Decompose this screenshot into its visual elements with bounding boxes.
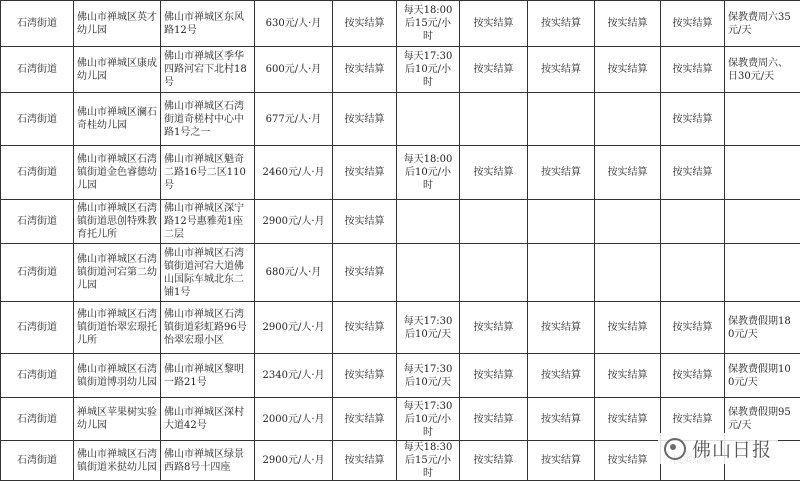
cell-kindergarten-name: 禅城区苹果树实验幼儿园 [74,398,161,441]
cell-address: 佛山市禅城区东风路12号 [161,1,255,47]
watermark [658,433,778,464]
cell-note [725,200,800,244]
cell-address: 佛山市禅城区魁奇二路16号二区110号 [161,146,255,200]
cell-fee-col8: 按实结算 [528,302,595,354]
cell-fee-col10: 按实结算 [661,398,725,441]
cell-fee-col9 [595,244,661,302]
cell-fee-col9: 按实结算 [595,302,661,354]
cell-fee-col7 [460,200,528,244]
cell-district: 石湾街道 [1,302,74,354]
cell-meal-fee: 按实结算 [333,146,397,200]
cell-note: 保教费假期95元/天 [725,398,800,441]
cell-kindergarten-name: 佛山市禅城区英才幼儿园 [74,1,161,47]
cell-fee-col10: 按实结算 [661,1,725,47]
cell-fee-col9: 按实结算 [595,441,661,481]
cell-district: 石湾街道 [1,146,74,200]
cell-fee-col7: 按实结算 [460,302,528,354]
wechat-logo-icon [664,438,686,460]
cell-fee-col10: 按实结算 [661,93,725,146]
cell-fee-col8: 按实结算 [528,146,595,200]
table-row [1,200,800,244]
cell-fee-col10 [661,200,725,244]
table-row [1,244,800,302]
cell-tuition: 2460元/人·月 [255,146,333,200]
cell-extended-care-fee [397,93,460,146]
cell-extended-care-fee: 每天18:00后10元/小时 [397,146,460,200]
cell-note: 保教费假期100元/天 [725,354,800,398]
cell-fee-col10: 按实结算 [661,47,725,93]
cell-tuition: 600元/人·月 [255,47,333,93]
cell-fee-col7: 按实结算 [460,398,528,441]
cell-district: 石湾街道 [1,244,74,302]
cell-note: 保教费周六、日30元/天 [725,47,800,93]
cell-fee-col9: 按实结算 [595,398,661,441]
cell-note [725,244,800,302]
cell-address: 佛山市禅城区石湾街道奇槎村中心中路1号之一 [161,93,255,146]
cell-meal-fee: 按实结算 [333,302,397,354]
cell-district: 石湾街道 [1,1,74,47]
cell-kindergarten-name: 佛山市禅城区澜石奇桂幼儿园 [74,93,161,146]
watermark-text: 佛山日报 [692,435,772,462]
cell-fee-col8 [528,200,595,244]
cell-tuition: 630元/人·月 [255,1,333,47]
cell-fee-col8: 按实结算 [528,1,595,47]
table-row [1,354,800,398]
cell-extended-care-fee: 每天17:30后10元/天 [397,354,460,398]
cell-fee-col10: 按实结算 [661,146,725,200]
cell-fee-col7 [460,244,528,302]
cell-address: 佛山市禅城区石湾镇街道河宕大道佛山国际车城北东二铺1号 [161,244,255,302]
table-row [1,146,800,200]
cell-kindergarten-name: 佛山市禅城区石湾镇街道河宕第二幼儿园 [74,244,161,302]
cell-fee-col7 [460,93,528,146]
cell-fee-col8 [528,93,595,146]
cell-extended-care-fee [397,200,460,244]
cell-tuition: 2340元/人·月 [255,354,333,398]
table-row [1,93,800,146]
cell-district: 石湾街道 [1,93,74,146]
cell-meal-fee: 按实结算 [333,93,397,146]
cell-fee-col9: 按实结算 [595,146,661,200]
cell-meal-fee: 按实结算 [333,244,397,302]
cell-address: 佛山市禅城区石湾镇街道彩虹路96号怡翠宏璟小区 [161,302,255,354]
cell-note [725,93,800,146]
cell-address: 佛山市禅城区绿景西路8号十四座 [161,441,255,481]
cell-kindergarten-name: 佛山市禅城区石湾镇街道思创特殊教育托儿所 [74,200,161,244]
cell-fee-col8 [528,244,595,302]
cell-extended-care-fee: 每天17:30后10元/天 [397,302,460,354]
cell-extended-care-fee: 每天18:30后15元/小时 [397,441,460,481]
cell-fee-col10: 按实结算 [661,302,725,354]
cell-meal-fee: 按实结算 [333,200,397,244]
cell-kindergarten-name: 佛山市禅城区石湾镇街道怡翠宏璟托儿所 [74,302,161,354]
cell-fee-col7: 按实结算 [460,47,528,93]
cell-district: 石湾街道 [1,200,74,244]
cell-fee-col8: 按实结算 [528,398,595,441]
cell-note: 保教费周六35元/天 [725,1,800,47]
cell-district: 石湾街道 [1,47,74,93]
cell-district: 石湾街道 [1,441,74,481]
cell-district: 石湾街道 [1,354,74,398]
table-row [1,1,800,47]
cell-fee-col8: 按实结算 [528,354,595,398]
cell-address: 佛山市禅城区深村大道42号 [161,398,255,441]
cell-district: 石湾街道 [1,398,74,441]
cell-kindergarten-name: 佛山市禅城区石湾镇街道金色睿德幼儿园 [74,146,161,200]
cell-fee-col9: 按实结算 [595,1,661,47]
cell-fee-col10 [661,244,725,302]
cell-tuition: 2900元/人·月 [255,302,333,354]
cell-note: 保教费假期180元/天 [725,302,800,354]
cell-meal-fee: 按实结算 [333,354,397,398]
cell-address: 佛山市禅城区季华四路河宕下北村18号 [161,47,255,93]
cell-tuition: 2000元/人·月 [255,398,333,441]
cell-kindergarten-name: 佛山市禅城区康成幼儿园 [74,47,161,93]
cell-tuition: 2900元/人·月 [255,200,333,244]
cell-kindergarten-name: 佛山市禅城区石湾镇街道米挞幼儿园 [74,441,161,481]
table-row [1,47,800,93]
cell-meal-fee: 按实结算 [333,47,397,93]
table-body [1,1,800,481]
cell-meal-fee: 按实结算 [333,398,397,441]
cell-fee-col7: 按实结算 [460,146,528,200]
cell-fee-col7: 按实结算 [460,441,528,481]
cell-address: 佛山市禅城区深宁路12号惠雅苑1座二层 [161,200,255,244]
cell-note [725,146,800,200]
cell-tuition: 677元/人·月 [255,93,333,146]
cell-fee-col8: 按实结算 [528,441,595,481]
cell-address: 佛山市禅城区黎明一路21号 [161,354,255,398]
cell-fee-col7: 按实结算 [460,354,528,398]
cell-fee-col9: 按实结算 [595,47,661,93]
cell-fee-col9: 按实结算 [595,354,661,398]
cell-fee-col10: 按实结算 [661,354,725,398]
cell-extended-care-fee: 每天18:00后15元/小时 [397,1,460,47]
cell-fee-col8: 按实结算 [528,47,595,93]
cell-fee-col9 [595,200,661,244]
cell-extended-care-fee: 每天17:30后10元/小时 [397,47,460,93]
cell-extended-care-fee [397,244,460,302]
cell-fee-col7: 按实结算 [460,1,528,47]
cell-extended-care-fee: 每天17:30后10元/小时 [397,398,460,441]
cell-meal-fee: 按实结算 [333,1,397,47]
cell-tuition: 2900元/人·月 [255,441,333,481]
cell-meal-fee: 按实结算 [333,441,397,481]
cell-fee-col9 [595,93,661,146]
cell-kindergarten-name: 佛山市禅城区石湾镇街道博羽幼儿园 [74,354,161,398]
table-row [1,302,800,354]
cell-tuition: 680元/人·月 [255,244,333,302]
